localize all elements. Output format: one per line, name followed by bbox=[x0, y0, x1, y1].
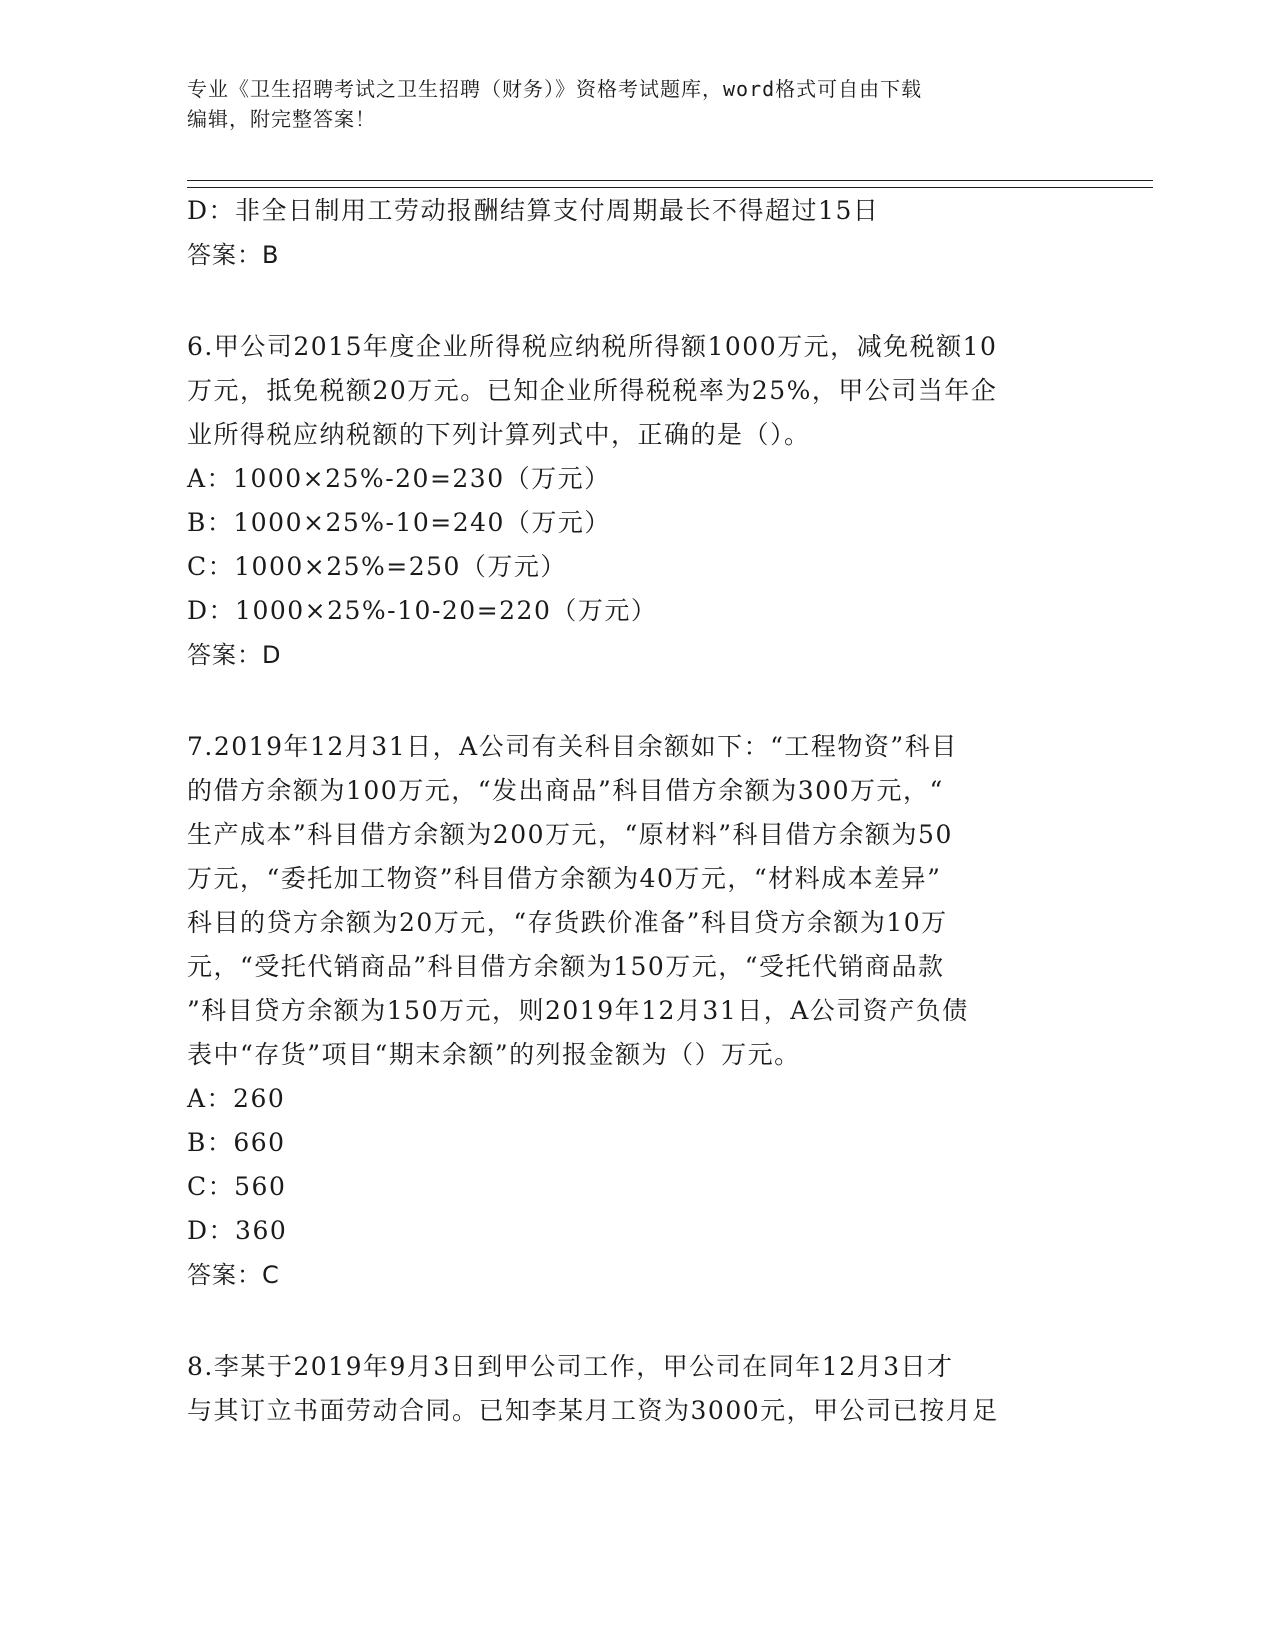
question-6-option-a: A：1000×25%-20=230（万元） bbox=[187, 464, 611, 493]
question-7-option-b: B：660 bbox=[187, 1128, 286, 1157]
question-7-line-6: 元，“受托代销商品”科目借方余额为150万元，“受托代销商品款 bbox=[187, 952, 945, 981]
header-divider-bottom bbox=[187, 187, 1153, 188]
answer-line: 答案：B bbox=[187, 241, 280, 269]
question-6-line-3: 业所得税应纳税额的下列计算列式中，正确的是（）。 bbox=[187, 420, 811, 449]
header-line-2: 编辑，附完整答案！ bbox=[187, 107, 376, 131]
question-7-line-1: 7.2019年12月31日，A公司有关科目余额如下：“工程物资”科目 bbox=[187, 732, 958, 761]
question-6-option-d: D：1000×25%-10-20=220（万元） bbox=[187, 596, 658, 625]
question-7-line-8: 表中“存货”项目“期末余额”的列报金额为（）万元。 bbox=[187, 1040, 801, 1069]
question-7-option-a: A：260 bbox=[187, 1084, 286, 1113]
question-7-option-d: D：360 bbox=[187, 1216, 288, 1245]
question-7-answer: 答案：C bbox=[187, 1261, 280, 1289]
question-7-line-2: 的借方余额为100万元，“发出商品”科目借方余额为300万元，“ bbox=[187, 776, 944, 805]
question-7-line-3: 生产成本”科目借方余额为200万元，“原材料”科目借方余额为50 bbox=[187, 820, 953, 849]
question-6-line-2: 万元，抵免税额20万元。已知企业所得税税率为25%，甲公司当年企 bbox=[187, 376, 998, 405]
question-6-line-1: 6.甲公司2015年度企业所得税应纳税所得额1000万元，减免税额10 bbox=[187, 332, 998, 361]
question-6-option-b: B：1000×25%-10=240（万元） bbox=[187, 508, 611, 537]
question-6-option-c: C：1000×25%=250（万元） bbox=[187, 552, 567, 581]
question-8-line-1: 8.李某于2019年9月3日到甲公司工作，甲公司在同年12月3日才 bbox=[187, 1352, 954, 1381]
header-text bbox=[187, 74, 1067, 134]
question-6-answer: 答案：D bbox=[187, 641, 282, 669]
option-d: D：非全日制用工劳动报酬结算支付周期最长不得超过15日 bbox=[187, 196, 880, 225]
question-7-line-4: 万元，“委托加工物资”科目借方余额为40万元，“材料成本差异” bbox=[187, 864, 942, 893]
question-8-line-2: 与其订立书面劳动合同。已知李某月工资为3000元，甲公司已按月足 bbox=[187, 1396, 999, 1425]
question-7-line-7: ”科目贷方余额为150万元，则2019年12月31日，A公司资产负债 bbox=[187, 996, 969, 1025]
header-line-1: 专业《卫生招聘考试之卫生招聘（财务）》资格考试题库，word格式可自由下载 bbox=[187, 77, 923, 101]
header-divider-top bbox=[187, 180, 1153, 181]
question-7-line-5: 科目的贷方余额为20万元，“存货跌价准备”科目贷方余额为10万 bbox=[187, 908, 948, 937]
question-7-option-c: C：560 bbox=[187, 1172, 287, 1201]
